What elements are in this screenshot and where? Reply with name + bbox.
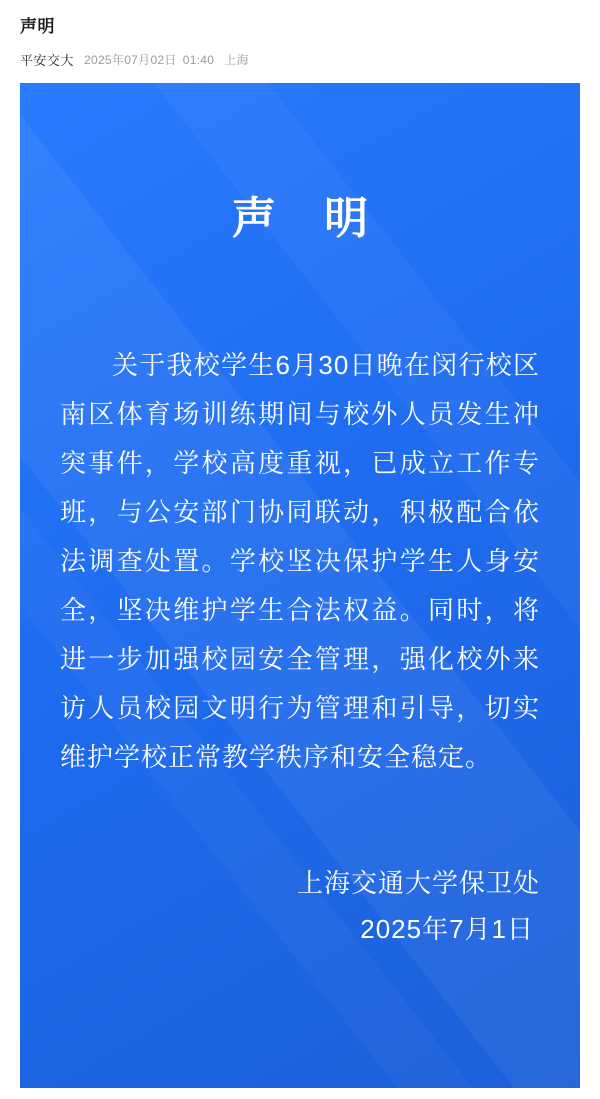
statement-body: 关于我校学生6月30日晚在闵行校区南区体育场训练期间与校外人员发生冲突事件，学校高度重视，已成立工作专班，与公安部门协同联动，积极配合依法调查处置。学校坚决保护学生人身安全，坚决维护学生合法权益。同时，将进一步加强校园安全管理，强化校外来访人员校园文明行为管理和引导，切实维护学校正常教学秩序和安全稳定。 <box>60 349 540 772</box>
article-date: 2025年07月02日 <box>84 53 177 67</box>
article-meta <box>20 50 580 69</box>
article-source[interactable]: 平安交大 <box>20 53 75 68</box>
article-time: 01:40 <box>182 52 215 67</box>
signature-date: 2025年7月1日 <box>360 913 534 944</box>
statement-content <box>20 83 580 1088</box>
signature-organization: 上海交通大学保卫处 <box>296 867 540 898</box>
statement-signature <box>60 860 540 952</box>
statement-card-wrapper <box>0 83 600 1088</box>
page-title: 声明 <box>20 17 55 36</box>
article-header <box>0 0 600 69</box>
article-location: 上海 <box>224 53 249 67</box>
statement-card <box>20 83 580 1088</box>
statement-heading: 声 明 <box>231 194 387 243</box>
